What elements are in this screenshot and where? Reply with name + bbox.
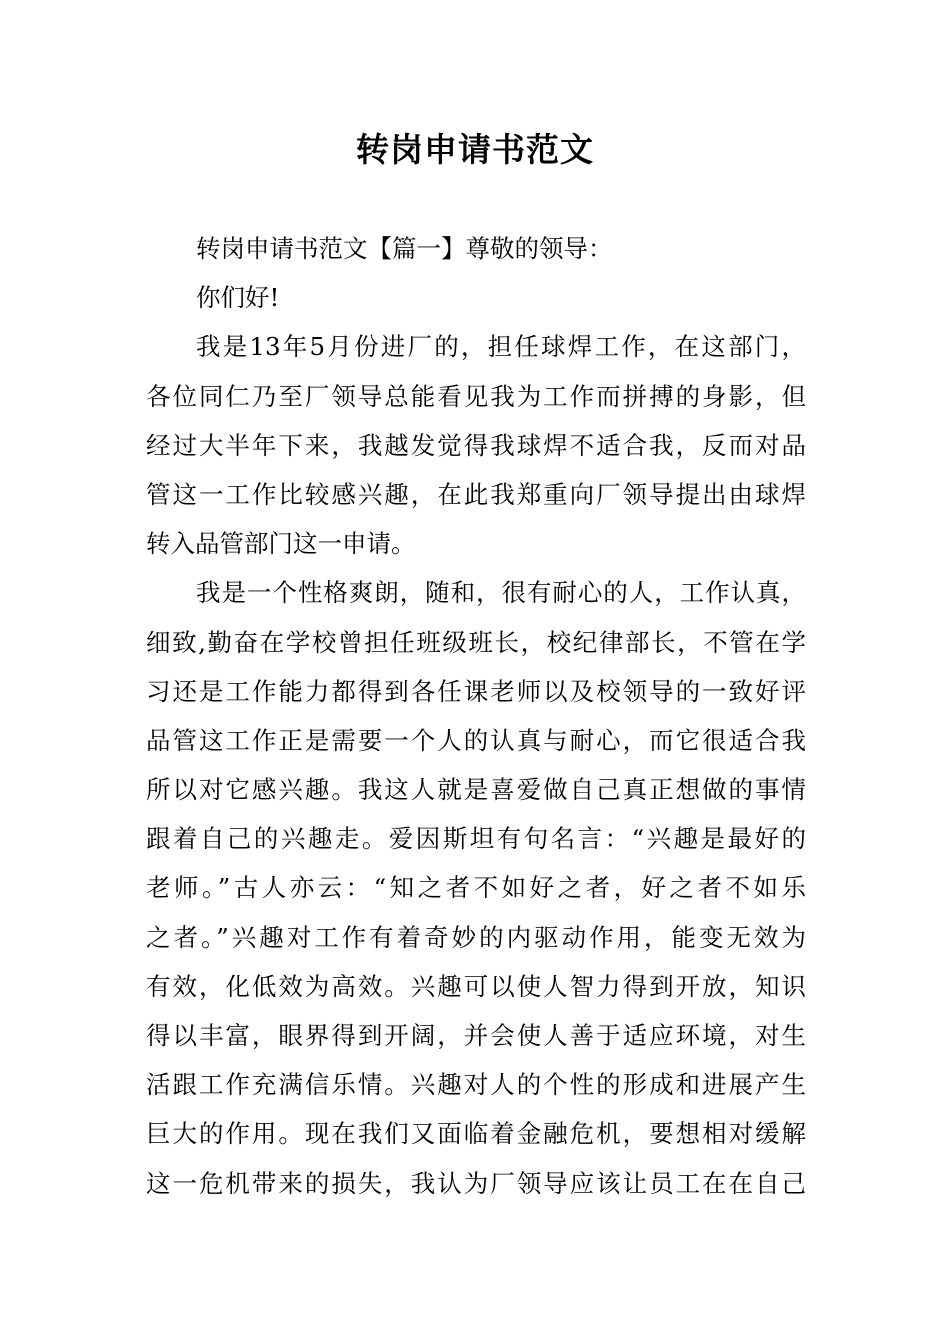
document-body — [146, 224, 806, 1208]
text-line: 我是13年5月份进厂的，担任球焊工作，在这部门， — [196, 332, 806, 362]
document-title: 转岗申请书范文 — [356, 130, 594, 169]
text-line: 巨大的作用。现在我们又面临着金融危机，要想相对缓解 — [146, 1119, 806, 1149]
text-line: 得以丰富，眼界得到开阔，并会使人善于适应环境，对生 — [146, 1021, 806, 1050]
paragraph-salutation — [146, 224, 806, 273]
text-line: 各位同仁乃至厂领导总能看见我为工作而拼搏的身影，但 — [146, 381, 806, 411]
text-line: 转入品管部门这一申请。 — [146, 529, 416, 559]
text-line: 活跟工作充满信乐情。兴趣对人的个性的形成和进展产生 — [146, 1070, 806, 1100]
text-line: 老师。”古人亦云：“知之者不如好之者，好之者不如乐 — [146, 873, 806, 903]
text-line: 之者。”兴趣对工作有着奇妙的内驱动作用，能变无效为 — [146, 922, 806, 952]
paragraph-greeting — [146, 273, 806, 322]
text-line: 细致,勤奋在学校曾担任班级班长，校纪律部长，不管在学 — [146, 627, 806, 657]
text-line: 所以对它感兴趣。我这人就是喜爱做自己真正想做的事情 — [146, 775, 806, 805]
text-line: 这一危机带来的损失，我认为厂领导应该让员工在在自己 — [146, 1168, 806, 1198]
text-line: 习还是工作能力都得到各任课老师以及校领导的一致好评 — [146, 676, 806, 706]
text-line: 有效，化低效为高效。兴趣可以使人智力得到开放，知识 — [146, 971, 806, 1001]
text-line: 我是一个性格爽朗，随和，很有耐心的人，工作认真， — [196, 578, 806, 608]
text-line: 经过大半年下来，我越发觉得我球焊不适合我，反而对品 — [146, 430, 806, 460]
text-line: 转岗申请书范文【篇一】尊敬的领导： — [196, 234, 613, 263]
text-line: 跟着自己的兴趣走。爱因斯坦有句名言：“兴趣是最好的 — [146, 824, 806, 854]
text-line: 你们好! — [196, 283, 280, 313]
text-line: 品管这工作正是需要一个人的认真与耐心，而它很适合我 — [146, 725, 806, 755]
paragraph-intro — [146, 322, 806, 568]
text-line: 管这一工作比较感兴趣，在此我郑重向厂领导提出由球焊 — [146, 479, 806, 509]
paragraph-reasons — [146, 568, 806, 1207]
